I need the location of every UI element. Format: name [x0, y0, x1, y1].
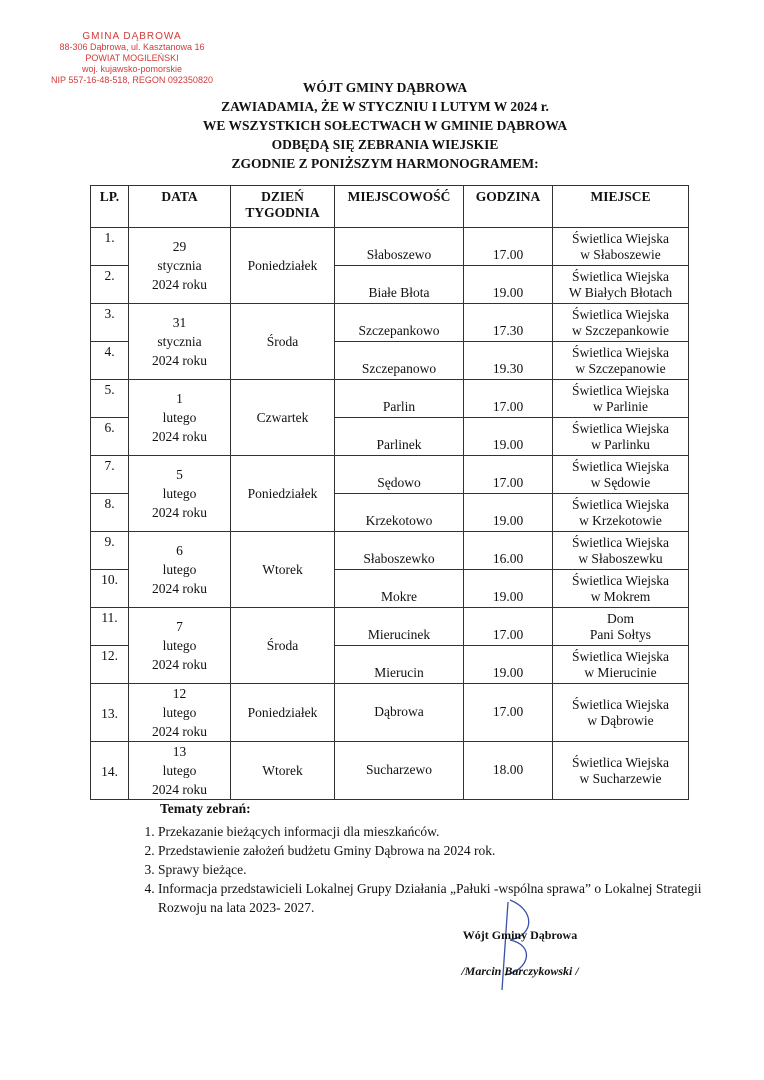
list-item: 4. Informacja przedstawicieli Lokalnej Grupy Działania „Pałuki -wspólna sprawa” o Lokalnej Strategii Rozwoju na lata 2023- 2027. [158, 879, 750, 917]
row-place: Parlin [335, 380, 464, 418]
row-venue: Świetlica Wiejska w Słaboszewie [553, 228, 689, 266]
row-lp: 1. [91, 228, 129, 266]
row-time: 17.00 [464, 380, 553, 418]
row-date: 31 stycznia 2024 roku [129, 304, 231, 380]
table-row [91, 684, 689, 742]
table-row [91, 742, 689, 800]
signature-block [440, 928, 600, 978]
row-date: 7 lutego 2024 roku [129, 608, 231, 684]
row-day: Środa [231, 304, 335, 380]
row-place: Słaboszewko [335, 532, 464, 570]
document-heading [120, 78, 650, 173]
row-time: 19.30 [464, 342, 553, 380]
row-place: Mierucinek [335, 608, 464, 646]
stamp-name: GMINA DĄBROWA [82, 31, 182, 42]
row-lp: 2. [91, 266, 129, 304]
row-time: 17.00 [464, 456, 553, 494]
row-time: 19.00 [464, 570, 553, 608]
header-place: MIEJSCOWOŚĆ [335, 186, 464, 228]
row-venue: Świetlica Wiejska w Słaboszewku [553, 532, 689, 570]
row-lp: 9. [91, 532, 129, 570]
header-date: DATA [129, 186, 231, 228]
row-time: 17.30 [464, 304, 553, 342]
heading-line-5: ZGODNIE Z PONIŻSZYM HARMONOGRAMEM: [231, 156, 539, 171]
row-venue: Dom Pani Sołtys [553, 608, 689, 646]
table-row [91, 532, 689, 570]
row-time: 17.00 [464, 684, 553, 742]
row-time: 19.00 [464, 266, 553, 304]
stamp-address: 88-306 Dąbrowa, ul. Kasztanowa 16 [59, 42, 205, 52]
topics-title: Tematy zebrań: [160, 801, 251, 816]
row-place: Parlinek [335, 418, 464, 456]
row-lp: 3. [91, 304, 129, 342]
row-place: Dąbrowa [335, 684, 464, 742]
row-time: 17.00 [464, 608, 553, 646]
row-lp: 11. [91, 608, 129, 646]
row-time: 19.00 [464, 494, 553, 532]
row-venue: Świetlica Wiejska w Mokrem [553, 570, 689, 608]
row-lp: 13. [91, 684, 129, 742]
row-venue: Świetlica Wiejska w Dąbrowie [553, 684, 689, 742]
table-row [91, 608, 689, 646]
table-row [91, 304, 689, 342]
row-place: Krzekotowo [335, 494, 464, 532]
row-time: 17.00 [464, 228, 553, 266]
row-venue: Świetlica Wiejska w Sędowie [553, 456, 689, 494]
heading-line-4: ODBĘDĄ SIĘ ZEBRANIA WIEJSKIE [271, 137, 499, 152]
row-place: Szczepanowo [335, 342, 464, 380]
list-item: 1. Przekazanie bieżących informacji dla mieszkańców. [158, 822, 750, 841]
row-venue: Świetlica Wiejska w Mierucinie [553, 646, 689, 684]
row-place: Sucharzewo [335, 742, 464, 800]
header-venue: MIEJSCE [553, 186, 689, 228]
row-venue: Świetlica Wiejska w Szczepanowie [553, 342, 689, 380]
row-place: Mierucin [335, 646, 464, 684]
row-place: Mokre [335, 570, 464, 608]
row-date: 13 lutego 2024 roku [129, 742, 231, 800]
row-time: 18.00 [464, 742, 553, 800]
row-date: 1 lutego 2024 roku [129, 380, 231, 456]
row-time: 19.00 [464, 418, 553, 456]
row-day: Wtorek [231, 742, 335, 800]
header-day: DZIEŃ TYGODNIA [231, 186, 335, 228]
row-place: Szczepankowo [335, 304, 464, 342]
table-row [91, 380, 689, 418]
stamp-voivodeship: woj. kujawsko-pomorskie [81, 64, 183, 74]
row-day: Poniedziałek [231, 228, 335, 304]
schedule-table [90, 185, 689, 800]
row-place: Białe Błota [335, 266, 464, 304]
heading-line-2: ZAWIADAMIA, ŻE W STYCZNIU I LUTYM W 2024 r. [221, 99, 549, 114]
row-venue: Świetlica Wiejska w Krzekotowie [553, 494, 689, 532]
row-place: Słaboszewo [335, 228, 464, 266]
list-item: 3. Sprawy bieżące. [158, 860, 750, 879]
row-lp: 4. [91, 342, 129, 380]
row-venue: Świetlica Wiejska w Szczepankowie [553, 304, 689, 342]
row-venue: Świetlica Wiejska w Parlinku [553, 418, 689, 456]
meeting-topics [130, 799, 750, 917]
table-row [91, 228, 689, 266]
row-venue: Świetlica Wiejska W Białych Błotach [553, 266, 689, 304]
header-lp: LP. [91, 186, 129, 228]
row-date: 12 lutego 2024 roku [129, 684, 231, 742]
stamp-ids: NIP 557-16-48-518, REGON 092350820 [51, 75, 213, 85]
heading-line-1: WÓJT GMINY DĄBROWA [302, 80, 468, 95]
list-item: 2. Przedstawienie założeń budżetu Gminy Dąbrowa na 2024 rok. [158, 841, 750, 860]
row-time: 16.00 [464, 532, 553, 570]
stamp-county: POWIAT MOGILEŃSKI [85, 53, 179, 63]
row-venue: Świetlica Wiejska w Parlinie [553, 380, 689, 418]
row-date: 29 stycznia 2024 roku [129, 228, 231, 304]
row-date: 6 lutego 2024 roku [129, 532, 231, 608]
table-header-row [91, 186, 689, 228]
signature-name: /Marcin Barczykowski / [461, 964, 579, 978]
row-day: Poniedziałek [231, 684, 335, 742]
row-day: Środa [231, 608, 335, 684]
row-lp: 6. [91, 418, 129, 456]
row-lp: 14. [91, 742, 129, 800]
table-row [91, 456, 689, 494]
row-place: Sędowo [335, 456, 464, 494]
row-lp: 7. [91, 456, 129, 494]
topics-list [130, 822, 750, 917]
row-day: Poniedziałek [231, 456, 335, 532]
row-lp: 10. [91, 570, 129, 608]
row-date: 5 lutego 2024 roku [129, 456, 231, 532]
header-time: GODZINA [464, 186, 553, 228]
row-day: Czwartek [231, 380, 335, 456]
row-day: Wtorek [231, 532, 335, 608]
row-time: 19.00 [464, 646, 553, 684]
row-lp: 5. [91, 380, 129, 418]
row-lp: 8. [91, 494, 129, 532]
heading-line-3: WE WSZYSTKICH SOŁECTWACH W GMINIE DĄBROWA [202, 118, 568, 133]
row-lp: 12. [91, 646, 129, 684]
signature-title: Wójt Gminy Dąbrowa [462, 928, 578, 942]
row-venue: Świetlica Wiejska w Sucharzewie [553, 742, 689, 800]
